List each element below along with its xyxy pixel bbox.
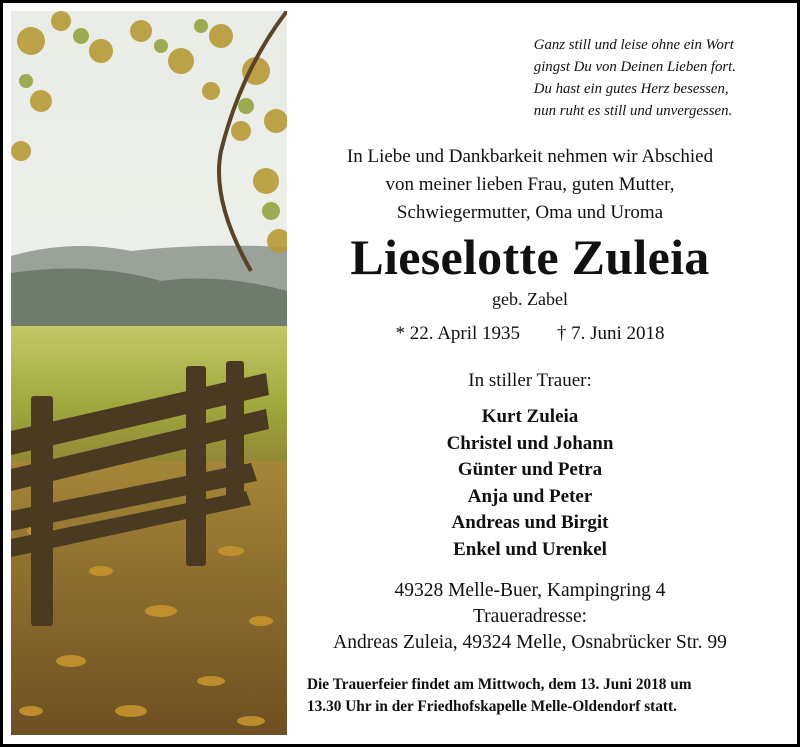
poem-line: Du hast ein gutes Herz besessen, [533, 81, 729, 97]
birth-name: geb. Zabel [492, 289, 568, 309]
autumn-bench-photo [11, 11, 287, 735]
family-address [295, 578, 765, 656]
funeral-line: 13.30 Uhr in der Friedhofskapelle Melle-Oldendorf statt. [307, 698, 677, 715]
mourner: Günter und Petra [457, 459, 603, 480]
intro-line: Schwiegermutter, Oma und Uroma [396, 202, 664, 223]
funeral-notice [307, 674, 777, 718]
mourner: Andreas und Birgit [451, 512, 609, 533]
mourner: Christel und Johann [446, 432, 614, 454]
address-line: 49328 Melle-Buer, Kampingring 4 [394, 580, 666, 601]
farewell-intro [295, 143, 765, 227]
mourning-heading: In stiller Trauer: [468, 370, 592, 391]
poem-line: gingst Du von Deinen Lieben fort. [533, 59, 736, 75]
mourner: Anja und Peter [467, 485, 593, 507]
poem-line: Ganz still und leise ohne ein Wort [533, 37, 734, 53]
birth-date: * 22. April 1935 [395, 323, 521, 344]
mourning-address: Andreas Zuleia, 49324 Melle, Osnabrücker Str. 99 [333, 632, 727, 653]
address-label: Traueradresse: [472, 606, 588, 627]
mourner: Kurt Zuleia [481, 406, 579, 427]
intro-line: von meiner lieben Frau, guten Mutter, [385, 174, 675, 195]
obituary-text [295, 0, 800, 747]
poem [534, 34, 736, 122]
mourners-list [295, 404, 765, 563]
death-date: † 7. Juni 2018 [556, 323, 665, 344]
funeral-line: Die Trauerfeier findet am Mittwoch, dem 13. Juni 2018 um [307, 676, 692, 693]
life-dates [295, 323, 765, 345]
intro-line: In Liebe und Dankbarkeit nehmen wir Abschied [346, 146, 714, 167]
deceased-name: Lieselotte Zuleia [350, 229, 710, 285]
poem-line: nun ruht es still und unvergessen. [533, 103, 733, 119]
mourner: Enkel und Urenkel [453, 538, 607, 560]
